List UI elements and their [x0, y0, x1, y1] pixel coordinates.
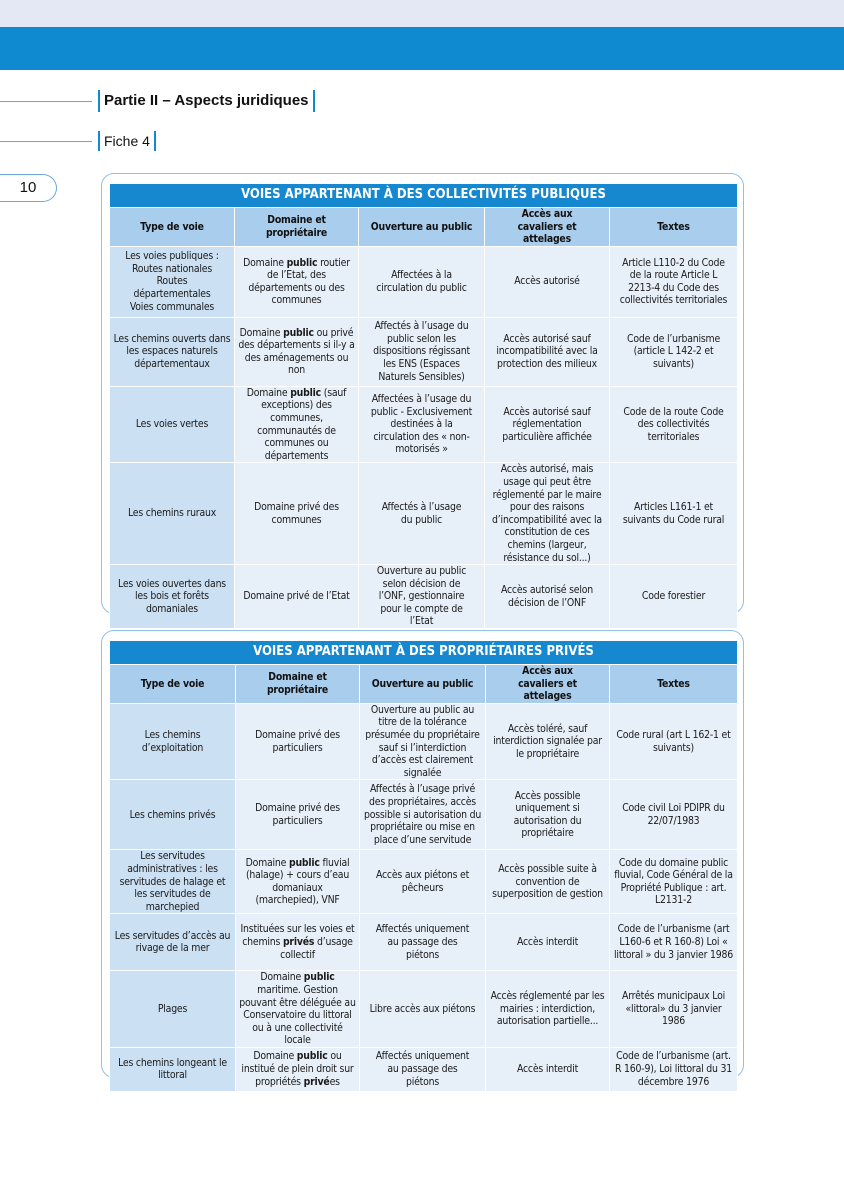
- column-header: Textes: [610, 665, 738, 704]
- table-row: [110, 463, 738, 565]
- table-cell: Domaine public ou privé des départements si il-y a des aménagements ou non: [235, 317, 359, 386]
- table-title: VOIES APPARTENANT À DES COLLECTIVITÉS PUBLIQUES: [110, 184, 738, 208]
- table-cell: Accès possible uniquement si autorisation du propriétaire: [486, 780, 610, 850]
- table-cell: Code rural (art L 162-1 et suivants): [610, 703, 738, 780]
- table-cell: Article L110-2 du Code de la route Article L 2213-4 du Code des collectivités territoriales: [610, 246, 738, 317]
- table-header-row: [110, 208, 738, 247]
- table-row: [110, 971, 738, 1048]
- table-cell: Les chemins longeant le littoral: [110, 1047, 236, 1091]
- table-cell: Arrêtés municipaux Loi «littoral» du 3 janvier 1986: [610, 971, 738, 1048]
- table-cell: Accès possible suite à convention de superposition de gestion: [486, 850, 610, 914]
- table-cell: Domaine public (sauf exceptions) des communes, communautés de communes ou départements: [235, 386, 359, 463]
- table-cell: Accès interdit: [486, 914, 610, 971]
- column-header: Domaine et propriétaire: [236, 665, 360, 704]
- table-cell: Ouverture au public au titre de la tolérance présumée du propriétaire sauf si l’interdiction d’accès est clairement signalée: [360, 703, 486, 780]
- table-cell: Domaine public ou institué de plein droit sur propriétés privées: [236, 1047, 360, 1091]
- table-cell: Les voies vertes: [110, 386, 235, 463]
- public-roads-table: [109, 183, 738, 629]
- column-header: Domaine et propriétaire: [235, 208, 359, 247]
- table-cell: Accès autorisé sauf incompatibilité avec la protection des milieux: [485, 317, 610, 386]
- top-blue-band: [0, 27, 844, 70]
- table-row: [110, 914, 738, 971]
- table-cell: Code de l’urbanisme (art L160-6 et R 160-8) Loi « littoral » du 3 janvier 1986: [610, 914, 738, 971]
- table-cell: Les chemins d’exploitation: [110, 703, 236, 780]
- table-row: [110, 317, 738, 386]
- table-header-row: [110, 665, 738, 704]
- table-cell: Code de l’urbanisme (art. R 160-9), Loi littoral du 31 décembre 1976: [610, 1047, 738, 1091]
- public-roads-table-frame: [101, 173, 744, 628]
- table-cell: Domaine privé de l’Etat: [235, 565, 359, 629]
- table-cell: Accès interdit: [486, 1047, 610, 1091]
- table-cell: Affectés uniquement au passage des piétons: [360, 1047, 486, 1091]
- table-cell: Affectés à l’usage du public selon les dispositions régissant les ENS (Espaces Naturels Sensibles): [359, 317, 485, 386]
- top-strip: [0, 0, 844, 27]
- table-cell: Domaine privé des communes: [235, 463, 359, 565]
- page-number: 10: [0, 174, 57, 202]
- table-cell: Code de la route Code des collectivités territoriales: [610, 386, 738, 463]
- private-roads-table: [109, 640, 738, 1092]
- table-cell: Code civil Loi PDIPR du 22/07/1983: [610, 780, 738, 850]
- table-cell: Accès aux piétons et pêcheurs: [360, 850, 486, 914]
- column-header: Textes: [610, 208, 738, 247]
- table-row: [110, 703, 738, 780]
- table-cell: Accès réglementé par les mairies : interdiction, autorisation partielle...: [486, 971, 610, 1048]
- table-row: [110, 1047, 738, 1091]
- fiche-rule: [0, 141, 92, 142]
- table-title: VOIES APPARTENANT À DES PROPRIÉTAIRES PRIVÉS: [110, 641, 738, 665]
- part-rule: [0, 101, 92, 102]
- table-cell: Accès toléré, sauf interdiction signalée par le propriétaire: [486, 703, 610, 780]
- table-cell: Plages: [110, 971, 236, 1048]
- table-cell: Domaine privé des particuliers: [236, 703, 360, 780]
- table-cell: Accès autorisé sauf réglementation particulière affichée: [485, 386, 610, 463]
- table-cell: Affectées à la circulation du public: [359, 246, 485, 317]
- table-cell: Code de l’urbanisme (article L 142-2 et suivants): [610, 317, 738, 386]
- table-cell: Affectés à l’usage du public: [359, 463, 485, 565]
- table-cell: Ouverture au public selon décision de l’ONF, gestionnaire pour le compte de l’Etat: [359, 565, 485, 629]
- table-cell: Accès autorisé, mais usage qui peut être réglementé par le maire pour des raisons d’incompatibilité avec la constitution de ces chemins (largeur, résistance du sol...): [485, 463, 610, 565]
- table-row: [110, 246, 738, 317]
- table-cell: Domaine public fluvial (halage) + cours d’eau domaniaux (marchepied), VNF: [236, 850, 360, 914]
- table-cell: Articles L161-1 et suivants du Code rural: [610, 463, 738, 565]
- table-cell: Les chemins ruraux: [110, 463, 235, 565]
- table-cell: Les voies publiques : Routes nationales Routes départementales Voies communales: [110, 246, 235, 317]
- table-cell: Affectées à l’usage du public - Exclusivement destinées à la circulation des « non-motorisés »: [359, 386, 485, 463]
- table-cell: Affectés à l’usage privé des propriétaires, accès possible si autorisation du propriétaire ou mise en place d’une servitude: [360, 780, 486, 850]
- fiche-title: Fiche 4: [98, 131, 156, 151]
- part-title: Partie II – Aspects juridiques: [98, 90, 315, 112]
- column-header: Accès aux cavaliers et attelages: [486, 665, 610, 704]
- table-cell: Les chemins ouverts dans les espaces naturels départementaux: [110, 317, 235, 386]
- table-cell: Code forestier: [610, 565, 738, 629]
- table-cell: Les voies ouvertes dans les bois et forêts domaniales: [110, 565, 235, 629]
- table-row: [110, 565, 738, 629]
- table-cell: Libre accès aux piétons: [360, 971, 486, 1048]
- table-cell: Code du domaine public fluvial, Code Général de la Propriété Publique : art. L2131-2: [610, 850, 738, 914]
- table-cell: Domaine public maritime. Gestion pouvant être déléguée au Conservatoire du littoral ou à une collectivité locale: [236, 971, 360, 1048]
- table-cell: Domaine privé des particuliers: [236, 780, 360, 850]
- column-header: Accès aux cavaliers et attelages: [485, 208, 610, 247]
- table-cell: Domaine public routier de l’Etat, des départements ou des communes: [235, 246, 359, 317]
- table-cell: Les chemins privés: [110, 780, 236, 850]
- table-cell: Instituées sur les voies et chemins privés d’usage collectif: [236, 914, 360, 971]
- table-row: [110, 386, 738, 463]
- table-cell: Accès autorisé: [485, 246, 610, 317]
- table-cell: Affectés uniquement au passage des piétons: [360, 914, 486, 971]
- table-cell: Les servitudes d’accès au rivage de la mer: [110, 914, 236, 971]
- table-cell: Les servitudes administratives : les servitudes de halage et les servitudes de marchepied: [110, 850, 236, 914]
- table-row: [110, 780, 738, 850]
- column-header: Type de voie: [110, 208, 235, 247]
- private-roads-table-frame: [101, 630, 744, 1088]
- column-header: Type de voie: [110, 665, 236, 704]
- column-header: Ouverture au public: [359, 208, 485, 247]
- table-cell: Accès autorisé selon décision de l’ONF: [485, 565, 610, 629]
- column-header: Ouverture au public: [360, 665, 486, 704]
- table-row: [110, 850, 738, 914]
